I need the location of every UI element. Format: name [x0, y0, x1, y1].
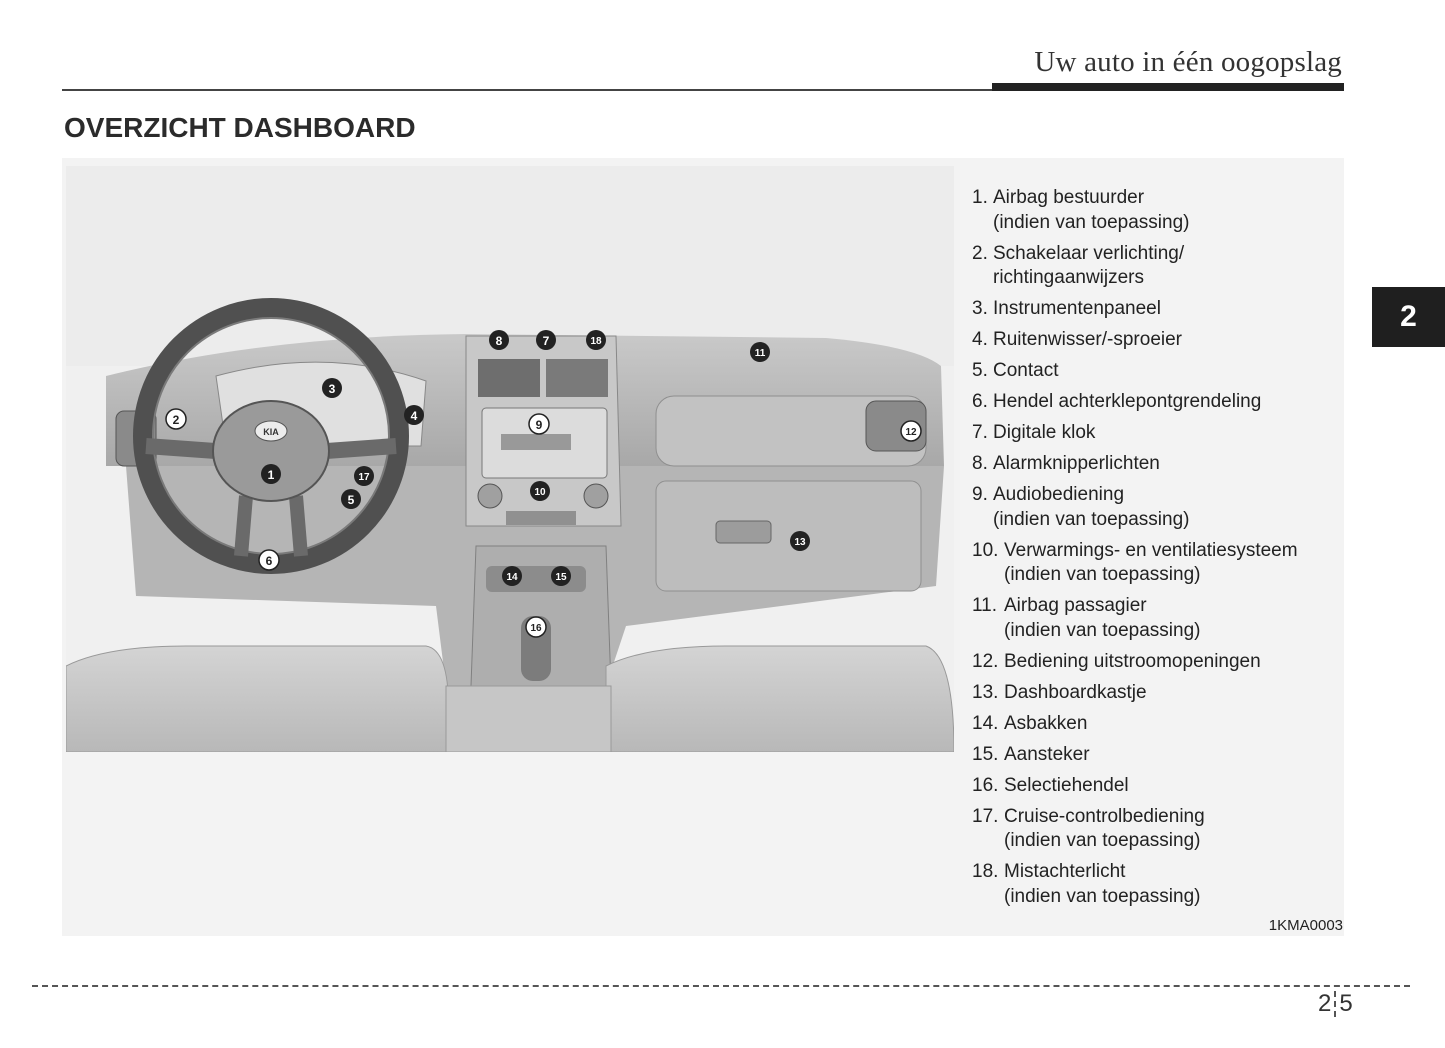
legend-item	[972, 860, 1298, 909]
page-separator	[1334, 991, 1336, 1017]
legend-number: 2.	[972, 242, 988, 264]
callout-13	[790, 531, 810, 551]
svg-text:2: 2	[172, 413, 180, 427]
legend-item	[972, 743, 1298, 768]
ashtray-lighter	[486, 566, 586, 592]
figure-code: 1KMA0003	[1268, 917, 1343, 934]
legend-list	[972, 186, 1298, 916]
callout-10	[530, 481, 550, 501]
legend-text: (indien van toepassing)	[1004, 619, 1201, 641]
section-title: OVERZICHT DASHBOARD	[64, 112, 416, 143]
legend-item	[972, 594, 1298, 643]
legend-item	[972, 328, 1298, 353]
legend-item	[972, 712, 1298, 737]
svg-text:1: 1	[267, 468, 275, 482]
legend-text: Bediening uitstroomopeningen	[1004, 650, 1261, 672]
svg-text:11: 11	[754, 348, 766, 359]
svg-text:15: 15	[555, 572, 567, 583]
legend-text: (indien van toepassing)	[1004, 885, 1201, 907]
callout-9	[529, 414, 549, 434]
legend-item	[972, 539, 1298, 588]
legend-text: Airbag bestuurder	[993, 187, 1145, 208]
page-chapter: 2	[1318, 990, 1332, 1017]
dashboard-illustration	[66, 166, 954, 752]
callout-4	[404, 405, 424, 425]
legend-text: Alarmknipperlichten	[993, 453, 1160, 474]
legend-text: (indien van toepassing)	[1004, 830, 1201, 851]
legend-number: 3.	[972, 298, 988, 319]
callout-1	[261, 464, 281, 484]
callout-8	[489, 330, 509, 350]
legend-number: 16.	[972, 774, 999, 796]
center-vent-left	[478, 359, 540, 397]
legend-text: Ruitenwisser/-sproeier	[993, 329, 1183, 350]
armrest	[446, 686, 611, 752]
legend-text: Dashboardkastje	[1004, 681, 1147, 703]
legend-text: Aansteker	[1004, 743, 1090, 765]
callout-3	[322, 378, 342, 398]
legend-text: Mistachterlicht	[1004, 861, 1126, 882]
callout-16	[526, 617, 546, 637]
heater-knob-right	[584, 484, 608, 508]
callout-15	[551, 566, 571, 586]
legend-text: Asbakken	[1004, 712, 1088, 734]
legend-number: 12.	[972, 650, 999, 672]
callout-5	[341, 489, 361, 509]
svg-text:17: 17	[358, 472, 370, 483]
legend-number: 5.	[972, 360, 988, 381]
legend-number: 18.	[972, 861, 999, 882]
legend-number: 17.	[972, 805, 999, 827]
legend-item	[972, 483, 1298, 532]
header-rule-accent	[992, 83, 1344, 91]
glovebox	[656, 481, 921, 591]
chapter-title: Uw auto in één oogopslag	[1034, 46, 1342, 78]
legend-number: 6.	[972, 391, 988, 412]
chapter-tab: 2	[1372, 287, 1445, 347]
callout-7	[536, 330, 556, 350]
legend-number: 14.	[972, 712, 999, 734]
svg-text:10: 10	[534, 487, 546, 498]
legend-number: 10.	[972, 539, 999, 561]
legend-number: 15.	[972, 743, 999, 765]
legend-text: Airbag passagier	[1004, 595, 1147, 616]
audio-display	[501, 434, 571, 450]
page-number	[1318, 990, 1353, 1018]
svg-text:7: 7	[542, 334, 550, 348]
callout-18	[586, 330, 606, 350]
legend-item	[972, 390, 1298, 415]
legend-number: 1.	[972, 187, 988, 208]
legend-text: (indien van toepassing)	[993, 508, 1190, 530]
steering-hub	[213, 401, 329, 501]
svg-text:12: 12	[905, 427, 917, 438]
page-index: 5	[1339, 990, 1353, 1017]
legend-item	[972, 452, 1298, 477]
svg-text:18: 18	[590, 336, 602, 347]
legend-text: Selectiehendel	[1004, 774, 1129, 796]
legend-number: 11.	[972, 595, 998, 616]
legend-item	[972, 186, 1298, 235]
heater-knob-left	[478, 484, 502, 508]
legend-text: Instrumentenpaneel	[993, 298, 1161, 319]
callout-2	[166, 409, 186, 429]
svg-text:14: 14	[506, 572, 518, 583]
svg-text:3: 3	[328, 382, 336, 396]
legend-text: Hendel achterklepontgrendeling	[993, 391, 1262, 412]
legend-text: Verwarmings- en ventilatiesysteem	[1004, 539, 1298, 561]
svg-text:4: 4	[410, 409, 418, 423]
svg-text:5: 5	[347, 493, 355, 507]
legend-item	[972, 297, 1298, 322]
legend-text: (indien van toepassing)	[1004, 564, 1201, 585]
legend-item	[972, 650, 1298, 675]
svg-text:8: 8	[495, 334, 503, 348]
header-rule	[62, 89, 992, 91]
legend-item	[972, 774, 1298, 799]
callout-11	[750, 342, 770, 362]
legend-number: 7.	[972, 422, 988, 443]
legend-number: 13.	[972, 681, 999, 703]
legend-number: 8.	[972, 453, 988, 474]
legend-item	[972, 421, 1298, 446]
legend-item	[972, 681, 1298, 706]
svg-text:9: 9	[535, 418, 543, 432]
legend-text: Digitale klok	[993, 422, 1096, 443]
glovebox-handle	[716, 521, 771, 543]
callout-17	[354, 466, 374, 486]
legend-text: Schakelaar verlichting/	[993, 242, 1185, 264]
callout-6	[259, 550, 279, 570]
legend-text: richtingaanwijzers	[993, 267, 1145, 288]
footer-rule	[32, 985, 1410, 987]
hvac-buttons	[506, 511, 576, 525]
legend-text: Cruise-controlbediening	[1004, 805, 1205, 827]
center-vent-right	[546, 359, 608, 397]
callout-12	[901, 421, 921, 441]
legend-item	[972, 242, 1298, 291]
driver-seat	[66, 646, 449, 752]
svg-text:13: 13	[794, 537, 806, 548]
legend-item	[972, 805, 1298, 854]
steering-logo-text: KIA	[263, 427, 279, 437]
legend-number: 9.	[972, 484, 988, 505]
legend-text: Audiobediening	[993, 484, 1125, 505]
callout-14	[502, 566, 522, 586]
legend-text: (indien van toepassing)	[993, 211, 1190, 233]
svg-text:16: 16	[530, 623, 542, 634]
passenger-seat	[606, 646, 954, 752]
svg-text:6: 6	[265, 554, 273, 568]
legend-text: Contact	[993, 360, 1059, 381]
legend-number: 4.	[972, 329, 988, 350]
legend-item	[972, 359, 1298, 384]
